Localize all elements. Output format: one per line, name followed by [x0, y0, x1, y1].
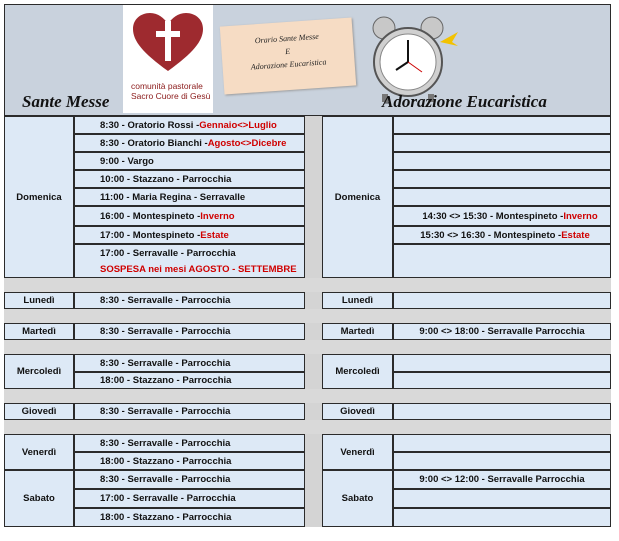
- parish-logo: [123, 5, 213, 113]
- ador-row: [393, 372, 611, 389]
- day-lunedi: Lunedì: [4, 292, 74, 309]
- ador-day-mercoledi: Mercoledì: [322, 354, 393, 389]
- alarm-clock-icon: [362, 12, 462, 104]
- ador-row: [393, 489, 611, 508]
- mass-text: 18:00 - Stazzano - Parrocchia: [100, 455, 232, 467]
- mass-note: Agosto<>Dicebre: [207, 137, 287, 149]
- mass-text: 17:00 - Serravalle - Parrocchia: [100, 493, 236, 504]
- mass-text: 8:30 - Serravalle - Parrocchia: [100, 406, 231, 417]
- ador-row: [393, 323, 611, 340]
- day-martedi: Martedì: [4, 323, 74, 340]
- mass-row: [74, 244, 305, 278]
- ador-row: [393, 452, 611, 470]
- ador-row: [393, 116, 611, 134]
- mass-note: SOSPESA nei mesi AGOSTO - SETTEMBRE: [100, 263, 297, 275]
- ador-day-sabato: Sabato: [322, 470, 393, 527]
- ador-text: 14:30 <> 15:30 - Montespineto -: [422, 210, 564, 222]
- mass-row: [74, 226, 305, 244]
- ador-row: [393, 434, 611, 452]
- day-giovedi: Giovedì: [4, 403, 74, 420]
- adorazione-title: Adorazione Eucaristica: [382, 92, 547, 111]
- mass-row: [74, 354, 305, 372]
- ador-note: Inverno: [563, 210, 598, 222]
- mass-row: [74, 470, 305, 489]
- mass-row: [74, 323, 305, 340]
- mass-text: 10:00 - Stazzano - Parrocchia: [100, 173, 232, 185]
- ador-row: [393, 403, 611, 420]
- ador-day-martedi: Martedì: [322, 323, 393, 340]
- ador-row: [393, 206, 611, 226]
- mass-row: [74, 116, 305, 134]
- mass-row: [74, 206, 305, 226]
- ador-row: [393, 470, 611, 489]
- mass-row: [74, 292, 305, 309]
- ador-row: [393, 226, 611, 244]
- day-domenica: Domenica: [4, 116, 74, 278]
- mass-row: [74, 152, 305, 170]
- mass-row: [74, 372, 305, 389]
- mass-text: 8:30 - Oratorio Rossi -: [100, 119, 200, 131]
- heart-cross-icon: [123, 7, 213, 77]
- mass-text: 18:00 - Stazzano - Parrocchia: [100, 375, 232, 386]
- mass-text: 8:30 - Serravalle - Parrocchia: [100, 295, 231, 306]
- ador-day-lunedi: Lunedì: [322, 292, 393, 309]
- row-separator: [4, 340, 611, 354]
- ador-row: [393, 188, 611, 206]
- day-mercoledi: Mercoledì: [4, 354, 74, 389]
- ador-text: 15:30 <> 16:30 - Montespineto -: [420, 229, 562, 241]
- ador-row: [393, 152, 611, 170]
- ador-row: [393, 292, 611, 309]
- ador-day-giovedi: Giovedì: [322, 403, 393, 420]
- mass-row: [74, 489, 305, 508]
- row-separator: [4, 420, 611, 434]
- mass-text: 17:00 - Serravalle - Parrocchia: [100, 247, 236, 259]
- mass-row: [74, 508, 305, 527]
- row-separator: [4, 309, 611, 323]
- mass-row: [74, 434, 305, 452]
- mass-row: [74, 188, 305, 206]
- paper-line-1: Orario Sante Messe: [254, 31, 320, 46]
- alarm-clock: [362, 12, 462, 104]
- mass-note: Inverno: [200, 210, 235, 222]
- logo-line-2: Sacro Cuore di Gesù: [131, 91, 211, 101]
- mass-text: 8:30 - Serravalle - Parrocchia: [100, 437, 231, 449]
- day-sabato: Sabato: [4, 470, 74, 527]
- sante-messe-title: Sante Messe: [22, 92, 110, 111]
- paper-line-3: Adorazione Eucaristica: [250, 57, 327, 72]
- logo-line-1: comunità pastorale: [131, 81, 203, 91]
- mass-text: 8:30 - Serravalle - Parrocchia: [100, 474, 231, 485]
- mass-text: 9:00 - Vargo: [100, 155, 154, 167]
- ador-row: [393, 170, 611, 188]
- row-separator: [4, 389, 611, 403]
- ador-text: 9:00 <> 12:00 - Serravalle Parrocchia: [419, 474, 585, 485]
- row-separator: [4, 278, 611, 292]
- mass-note: Gennaio<>Luglio: [199, 119, 277, 131]
- mass-row: [74, 170, 305, 188]
- ador-day-venerdi: Venerdì: [322, 434, 393, 470]
- mass-text: 11:00 - Maria Regina - Serravalle: [100, 191, 246, 203]
- mass-text: 8:30 - Serravalle - Parrocchia: [100, 357, 231, 369]
- paper-line-2: E: [284, 46, 291, 57]
- mass-row: [74, 134, 305, 152]
- mass-text: 18:00 - Stazzano - Parrocchia: [100, 512, 232, 523]
- ador-day-domenica: Domenica: [322, 116, 393, 278]
- ador-row: [393, 134, 611, 152]
- ador-note: Estate: [561, 229, 590, 241]
- mass-text: 8:30 - Oratorio Bianchi -: [100, 137, 208, 149]
- mass-text: 17:00 - Montespineto -: [100, 229, 201, 241]
- mass-text: 8:30 - Serravalle - Parrocchia: [100, 326, 231, 337]
- mass-text: 16:00 - Montespineto -: [100, 210, 201, 222]
- paper-note: [220, 17, 356, 94]
- day-venerdi: Venerdì: [4, 434, 74, 470]
- mass-row: [74, 403, 305, 420]
- mass-note: Estate: [200, 229, 229, 241]
- mass-row: [74, 452, 305, 470]
- ador-row: [393, 508, 611, 527]
- ador-row: [393, 244, 611, 278]
- ador-text: 9:00 <> 18:00 - Serravalle Parrocchia: [419, 326, 585, 337]
- ador-row: [393, 354, 611, 372]
